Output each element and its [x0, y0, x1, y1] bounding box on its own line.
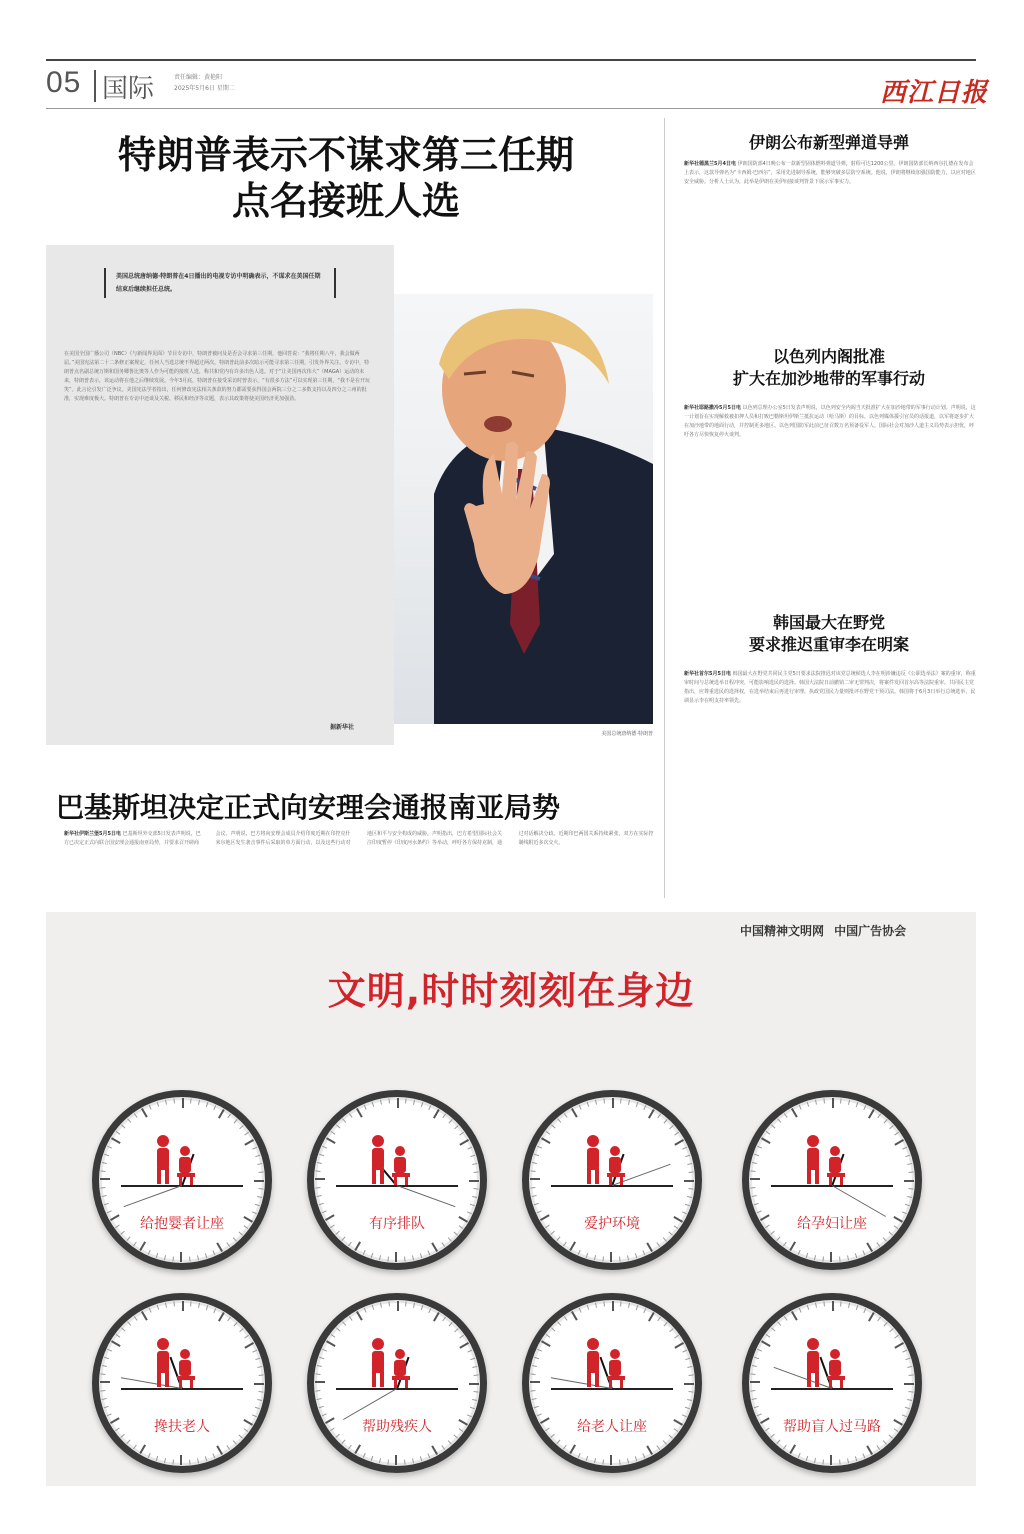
trash-bin-icon: [569, 1133, 639, 1187]
photo-caption: 美国总统唐纳德·特朗普: [601, 731, 653, 737]
masthead-logo: 西江日报: [880, 78, 989, 108]
civility-clock: [522, 1090, 702, 1270]
korea-headline-line2: 要求推迟重审李在明案: [748, 635, 909, 654]
iran-missile-dateline: 新华社德黑兰5月4日电: [684, 161, 736, 167]
pakistan-headline: 巴基斯坦决定正式向安理会通报南亚局势: [56, 791, 561, 824]
header-rule: [46, 108, 976, 109]
top-rule: [46, 59, 976, 61]
iran-missile-body: [684, 160, 976, 322]
israel-gaza-headline-line2: 扩大在加沙地带的军事行动: [732, 369, 925, 388]
lead-summary: 美国总统唐纳德·特朗普在4日播出的电视专访中明确表示，不谋求在美国任期结束后继续担任总统。: [104, 268, 336, 298]
civility-clock: [522, 1293, 702, 1473]
israel-gaza-body: [684, 404, 976, 584]
korea-headline-line1: 韩国最大在野党: [772, 613, 885, 632]
civility-clock: [307, 1293, 487, 1473]
column-divider: [664, 118, 665, 898]
guide-blind-icon: [789, 1336, 859, 1390]
korea-body: [684, 670, 976, 896]
lead-headline-line2: 点名接班人选: [231, 179, 460, 223]
israel-gaza-headline-line1: 以色列内阁批准: [772, 347, 885, 366]
lead-article-signature: 据新华社: [330, 724, 355, 731]
ad-organizers: 中国精神文明网 中国广告协会: [740, 924, 907, 938]
clock-label: 帮助残疾人: [362, 1419, 432, 1435]
queue-bus-icon: [354, 1133, 424, 1187]
israel-gaza-text: 以色列总理办公室5日发表声明说，以色列安全内阁当天批准扩大在加沙地带的军事行动计划。声明说，这一计划旨在实现解救被扣押人员和打败巴勒斯坦伊斯兰抵抗运动（哈马斯）的目标。以色列媒体援引官员的话报道，以军将逐步扩大在加沙地带的地面行动，并控制更多地区。以色列国防军此前已征召数万名预备役军人。国际社会对加沙人道主义局势表示担忧，呼吁各方尽快恢复停火谈判。: [684, 405, 976, 438]
seat-for-pregnant-icon: [789, 1133, 859, 1187]
help-elderly-icon: [139, 1336, 209, 1390]
pakistan-text: 巴基斯坦外交部5日发表声明说，巴方已决定正式向联合国安理会通报南亚局势，并要求召开磋商会议。声明说，巴方将向安理会成员介绍印度近期在印控克什米尔地区发生袭击事件后采取的单方面行动，以及这些行动对地区和平与安全构成的威胁。声明指出，巴方希望国际社会关注印度暂停《印度河水条约》等举动，呼吁各方保持克制，通过对话解决分歧。近期印巴两国关系持续紧张，双方在实际控制线附近多次交火。: [64, 831, 654, 846]
header-divider: [94, 70, 96, 102]
section-title: 国际: [102, 74, 155, 104]
israel-gaza-dateline: 新华社耶路撒冷5月5日电: [684, 405, 741, 411]
date-line: 2025年5月6日 星期二: [174, 85, 235, 92]
lead-headline-line1: 特朗普表示不谋求第三任期: [117, 133, 574, 177]
ad-slogan: 文明,时时刻刻在身边: [327, 969, 695, 1013]
korea-dateline: 新华社首尔5月5日电: [684, 671, 731, 677]
lead-headline: [46, 132, 646, 224]
clock-label: 帮助盲人过马路: [783, 1419, 881, 1435]
clock-label: 给孕妇让座: [797, 1216, 867, 1232]
civility-clock: [92, 1090, 272, 1270]
korea-headline: [684, 612, 974, 656]
clock-label: 搀扶老人: [154, 1419, 210, 1435]
civility-clock: [742, 1090, 922, 1270]
clock-minute-hand: [397, 1185, 456, 1207]
editor-line: 责任编辑：黄艳阳: [174, 74, 223, 81]
trump-photo: [394, 294, 653, 724]
civility-clock: [92, 1293, 272, 1473]
clock-label: 给老人让座: [577, 1419, 647, 1435]
clock-label: 有序排队: [369, 1216, 425, 1232]
wheelchair-help-icon: [354, 1336, 424, 1390]
portrait-image: [394, 294, 653, 724]
iran-missile-text: 伊朗国防部4日晚公布一款新型固体燃料弹道导弹，射程可达1200公里。伊朗国防部长纳西尔扎德在发布会上表示，这款导弹名为“卡西姆·巴西尔”，采用先进制导系统，能够突破多层防空系统。他说，伊朗将继续加强国防能力，以应对地区安全威胁。分析人士认为，此举是伊朗在美伊间接谈判背景下展示军事实力。: [684, 161, 976, 185]
edition-meta: [174, 72, 235, 94]
korea-text: 韩国最大在野党共同民主党5日要求法院推迟对该党总统候选人李在明涉嫌违反《公职选举法》案的重审，称重审时间与总统选举日程冲突，可能影响选民的选择。韩国大法院日前撤销二审无罪判决，将案件发回首尔高等法院重审。共同民主党指出，应尊重选民的选择权，在选举结束后再进行审理。执政党国民力量则批评在野党干预司法。韩国将于6月3日举行总统选举，民调显示李在明支持率领先。: [684, 671, 976, 704]
page-number: 05: [46, 66, 82, 99]
clock-minute-hand: [124, 1185, 183, 1207]
civility-clock: [307, 1090, 487, 1270]
lead-article-body: 在美国全国广播公司（NBC）《与新闻界见面》节目专访中，特朗普被问及是否会寻求第三任期，他回答说：“我将任期八年，我会做两届。”美国宪法第二十二条修正案规定，任何人当选总统不得超过两次。特朗普此前多次暗示可能寻求第三任期，引发外界关注。专访中，特朗普点名副总统万斯和国务卿鲁比奥等人作为可能的接班人选，称共和党内有许多出色人选。对于“让美国再次伟大”（MAGA）运动的未来，特朗普表示，该运动将在他之后继续发展。今年3月底，特朗普在接受采访时曾表示，“有很多方法”可以实现第三任期，“我不是在开玩笑”。此言论引发广泛争议。美国宪法学者指出，任何修改宪法相关条款的努力都需要获得国会两院三分之二多数支持以及四分之三州的批准，实现难度极大。特朗普在专访中还谈及关税、移民和经济等议题，表示其政策将使美国经济更加强劲。: [64, 351, 370, 402]
clock-label: 给抱婴者让座: [140, 1216, 224, 1232]
seat-for-parent-icon: [139, 1133, 209, 1187]
israel-gaza-headline: [684, 346, 974, 390]
pakistan-dateline: 新华社伊斯兰堡5月5日电: [64, 831, 121, 837]
iran-missile-headline: 伊朗公布新型弹道导弹: [748, 133, 909, 152]
civility-clock: [742, 1293, 922, 1473]
pakistan-body: [64, 830, 656, 896]
seat-for-elderly-icon: [569, 1336, 639, 1390]
clock-label: 爱护环境: [584, 1216, 640, 1232]
